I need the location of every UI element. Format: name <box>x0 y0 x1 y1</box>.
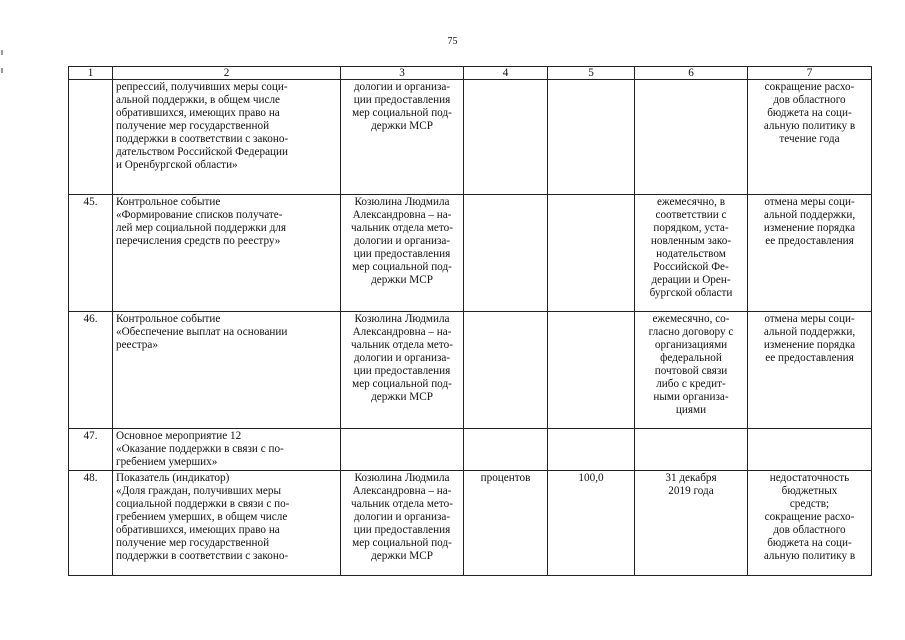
deadline-cell <box>635 312 748 429</box>
cell-text-line: альной поддержки, <box>763 209 856 221</box>
header-row <box>69 67 872 80</box>
row-number-cell: 46. <box>69 312 113 429</box>
cell-text-line: обратившихся, имеющих право на <box>116 107 280 119</box>
cell-text-line: ежемесячно, в <box>656 196 726 208</box>
item-description-cell <box>113 312 341 429</box>
table-row <box>69 195 872 312</box>
cell-text-line: дологии и организа- <box>353 352 451 364</box>
deadline-cell <box>635 429 748 471</box>
cell-text-line: Показатель (индикатор) <box>116 472 230 484</box>
risk-cell <box>748 471 872 576</box>
cell-text-line: отмена меры соци- <box>764 196 855 208</box>
cell-text-line: 31 декабря <box>665 472 717 484</box>
cell-text-line: изменение порядка <box>763 222 856 234</box>
column-header: 5 <box>548 67 635 80</box>
cell-text-line: мер социальной под- <box>352 378 452 390</box>
cell-text-line: держки МСР <box>371 391 433 403</box>
cell-text-line: недостаточность <box>769 472 850 484</box>
row-number-cell <box>69 80 113 195</box>
risk-cell <box>748 429 872 471</box>
column-header: 2 <box>113 67 341 80</box>
cell-text-line: гласно договору с <box>648 326 734 338</box>
cell-text-line: 2019 года <box>668 485 714 497</box>
cell-text-line: Козюлина Людмила <box>354 472 450 484</box>
unit-cell <box>464 195 548 312</box>
cell-text-line: федеральной <box>660 352 722 364</box>
target-value-cell <box>548 471 635 576</box>
table-row <box>69 80 872 195</box>
cell-text-line: либо с кредит- <box>656 378 726 390</box>
cell-text-line: альной поддержки, в общем числе <box>116 94 281 106</box>
cell-text-line: Александровна – на- <box>352 485 452 497</box>
cell-text-line: «Оказание поддержки в связи с по- <box>116 443 284 455</box>
cell-text-line: бургской области <box>649 287 733 299</box>
cell-text-line: социальной поддержки в связи с по- <box>116 498 290 510</box>
cell-text-line: ции предоставления <box>353 248 451 260</box>
item-description-cell <box>113 195 341 312</box>
cell-text-line: держки МСР <box>371 120 433 132</box>
cell-text-line: бюджета на соци- <box>767 537 852 549</box>
cell-text-line: дов областного <box>773 94 846 106</box>
cell-text-line: обратившихся, имеющих право на <box>116 524 280 536</box>
column-header: 4 <box>464 67 548 80</box>
cell-text-line: лей мер социальной поддержки для <box>116 222 286 234</box>
cell-text-line: мер социальной под- <box>352 537 452 549</box>
responsible-person-cell <box>341 429 464 471</box>
cell-text-line: альную политику в <box>763 120 856 132</box>
responsible-person-cell <box>341 195 464 312</box>
margin-mark <box>1 50 3 55</box>
cell-text-line: чальник отдела мето- <box>351 222 453 234</box>
column-header: 1 <box>69 67 113 80</box>
cell-text-line: циями <box>675 404 707 416</box>
cell-text-line: дологии и организа- <box>353 81 451 93</box>
deadline-cell <box>635 195 748 312</box>
table-row <box>69 429 872 471</box>
page-number: 75 <box>447 36 458 47</box>
cell-text-line: чальник отдела мето- <box>351 498 453 510</box>
unit-cell <box>464 471 548 576</box>
document-table <box>68 66 872 576</box>
risk-cell <box>748 312 872 429</box>
cell-text-line: ции предоставления <box>353 365 451 377</box>
cell-text-line: изменение порядка <box>763 339 856 351</box>
responsible-person-cell <box>341 312 464 429</box>
row-number-cell: 47. <box>69 429 113 471</box>
cell-text-line: гребением умерших» <box>116 456 218 468</box>
cell-text-line: нодательством <box>656 248 726 260</box>
deadline-cell <box>635 471 748 576</box>
cell-text-line: сокращение расхо- <box>764 81 855 93</box>
target-value-cell <box>548 312 635 429</box>
cell-text-line: почтовой связи <box>654 365 728 377</box>
cell-text-line: Козюлина Людмила <box>354 313 450 325</box>
cell-text-line: репрессий, получивших меры соци- <box>116 81 288 93</box>
cell-text-line: дов областного <box>773 524 846 536</box>
cell-text-line: дологии и организа- <box>353 511 451 523</box>
item-description-cell <box>113 429 341 471</box>
cell-text-line: Российской Фе- <box>653 261 729 273</box>
cell-text-line: дерации и Орен- <box>651 274 731 286</box>
margin-mark <box>1 68 3 73</box>
cell-text-line: получение мер государственной <box>116 537 270 549</box>
cell-text-line: Александровна – на- <box>352 209 452 221</box>
cell-text-line: мер социальной под- <box>352 261 452 273</box>
cell-text-line: держки МСР <box>371 274 433 286</box>
target-value-cell <box>548 429 635 471</box>
cell-text-line: получение мер государственной <box>116 120 270 132</box>
item-description-cell <box>113 80 341 195</box>
cell-text-line: и Оренбургской области» <box>116 159 238 171</box>
cell-text-line: «Формирование списков получате- <box>116 209 283 221</box>
cell-text-line: «Доля граждан, получивших меры <box>116 485 281 497</box>
column-header: 6 <box>635 67 748 80</box>
responsible-person-cell <box>341 471 464 576</box>
unit-cell <box>464 312 548 429</box>
cell-text-line: альную политику в <box>763 550 856 562</box>
responsible-person-cell <box>341 80 464 195</box>
cell-text-line: дательством Российской Федерации <box>116 146 288 158</box>
cell-text-line: ции предоставления <box>353 94 451 106</box>
row-number-cell: 48. <box>69 471 113 576</box>
cell-text-line: дологии и организа- <box>353 235 451 247</box>
risk-cell <box>748 80 872 195</box>
cell-text-line: Козюлина Людмила <box>354 196 450 208</box>
cell-text-line: ции предоставления <box>353 524 451 536</box>
unit-cell <box>464 80 548 195</box>
cell-text-line: отмена меры соци- <box>764 313 855 325</box>
cell-text-line: процентов <box>480 472 531 484</box>
cell-text-line: реестра» <box>116 339 158 351</box>
table-row <box>69 471 872 576</box>
cell-text-line: ежемесячно, со- <box>652 313 730 325</box>
item-description-cell <box>113 471 341 576</box>
cell-text-line: бюджетных <box>781 485 838 497</box>
cell-text-line: мер социальной под- <box>352 107 452 119</box>
column-header: 7 <box>748 67 872 80</box>
cell-text-line: Основное мероприятие 12 <box>116 430 242 442</box>
cell-text-line: Контрольное событие <box>116 196 221 208</box>
cell-text-line: сокращение расхо- <box>764 511 855 523</box>
unit-cell <box>464 429 548 471</box>
cell-text-line: «Обеспечение выплат на основании <box>116 326 288 338</box>
cell-text-line: альной поддержки, <box>763 326 856 338</box>
target-value-cell <box>548 195 635 312</box>
cell-text-line: гребением умерших, в общем числе <box>116 511 288 523</box>
cell-text-line: новленным зако- <box>650 235 732 247</box>
cell-text-line: ее предоставления <box>765 352 854 364</box>
target-value-cell <box>548 80 635 195</box>
cell-text-line: держки МСР <box>371 550 433 562</box>
cell-text-line: течение года <box>779 133 840 145</box>
cell-text-line: перечисления средств по реестру» <box>116 235 281 247</box>
column-header: 3 <box>341 67 464 80</box>
risk-cell <box>748 195 872 312</box>
cell-text-line: Александровна – на- <box>352 326 452 338</box>
cell-text-line: ее предоставления <box>765 235 854 247</box>
deadline-cell <box>635 80 748 195</box>
cell-text-line: поддержки в соответствии с законо- <box>116 133 289 145</box>
cell-text-line: организациями <box>654 339 728 351</box>
cell-text-line: 100,0 <box>578 472 604 484</box>
cell-text-line: средств; <box>789 498 830 510</box>
cell-text-line: чальник отдела мето- <box>351 339 453 351</box>
cell-text-line: Контрольное событие <box>116 313 221 325</box>
cell-text-line: ными организа- <box>653 391 729 403</box>
table-row <box>69 312 872 429</box>
cell-text-line: соответствии с <box>655 209 727 221</box>
row-number-cell: 45. <box>69 195 113 312</box>
cell-text-line: поддержки в соответствии с законо- <box>116 550 289 562</box>
cell-text-line: порядком, уста- <box>653 222 729 234</box>
cell-text-line: бюджета на соци- <box>767 107 852 119</box>
